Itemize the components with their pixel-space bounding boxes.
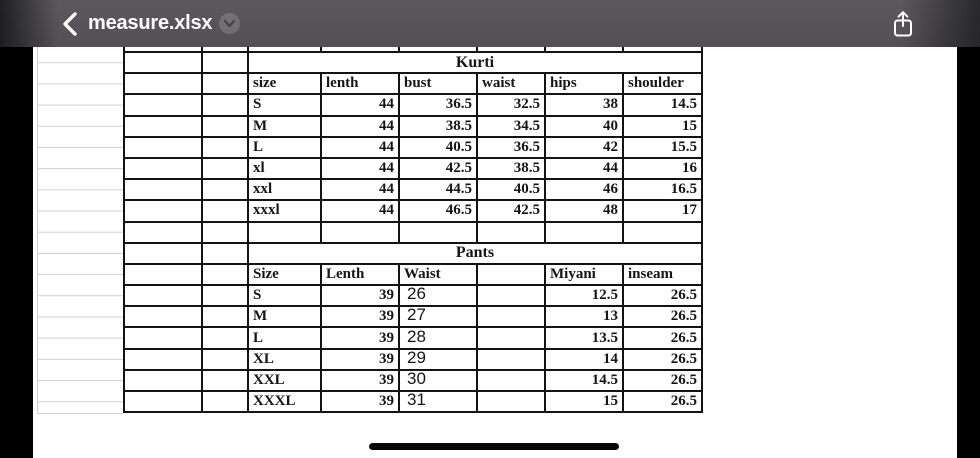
cell: xxxl — [249, 201, 322, 222]
cell: 28 — [400, 328, 478, 349]
cell — [478, 371, 546, 392]
title-menu-button[interactable] — [219, 13, 240, 34]
column-header: Size — [249, 265, 322, 286]
table-row — [125, 117, 703, 138]
column-header: shoulder — [624, 74, 703, 95]
document-page — [33, 47, 957, 458]
cell: 40 — [546, 117, 624, 138]
column-header: Lenth — [322, 265, 400, 286]
cell — [125, 244, 203, 265]
cell: 44.5 — [400, 180, 478, 201]
table-row — [125, 138, 703, 159]
cell: 26.5 — [624, 328, 703, 349]
cell: 39 — [322, 392, 400, 413]
cell: M — [249, 117, 322, 138]
cell: 39 — [322, 328, 400, 349]
spreadsheet-gridlines — [37, 47, 123, 414]
cell — [478, 223, 546, 244]
cell: 38 — [546, 95, 624, 116]
cell: 34.5 — [478, 117, 546, 138]
column-header: size — [249, 74, 322, 95]
column-header: waist — [478, 74, 546, 95]
home-indicator-handle[interactable] — [369, 443, 619, 450]
cell: L — [249, 138, 322, 159]
cell: 44 — [322, 117, 400, 138]
cell — [125, 286, 203, 307]
cell: 39 — [322, 350, 400, 371]
cell: 40.5 — [478, 180, 546, 201]
cell: 29 — [400, 350, 478, 371]
cell — [546, 223, 624, 244]
cell: 44 — [546, 159, 624, 180]
cell — [203, 159, 249, 180]
table-row — [125, 371, 703, 392]
cell: 42 — [546, 138, 624, 159]
cell — [125, 265, 203, 286]
cell: 44 — [322, 159, 400, 180]
cell: 27 — [400, 307, 478, 328]
cell: 26.5 — [624, 286, 703, 307]
column-header: bust — [400, 74, 478, 95]
chevron-left-icon — [61, 11, 78, 37]
cell: 44 — [322, 138, 400, 159]
cell: 16.5 — [624, 180, 703, 201]
cell — [478, 286, 546, 307]
cell — [203, 180, 249, 201]
cell: 38.5 — [400, 117, 478, 138]
cell — [203, 117, 249, 138]
cell: 39 — [322, 371, 400, 392]
table-row — [125, 95, 703, 116]
cell: 36.5 — [400, 95, 478, 116]
cell — [203, 223, 249, 244]
cell: 38.5 — [478, 159, 546, 180]
cell — [125, 201, 203, 222]
cell: 44 — [322, 180, 400, 201]
cell: 44 — [322, 201, 400, 222]
table-row — [125, 180, 703, 201]
table-row — [125, 159, 703, 180]
cell: 40.5 — [400, 138, 478, 159]
cell: 39 — [322, 307, 400, 328]
cell: xl — [249, 159, 322, 180]
table-row — [125, 286, 703, 307]
table-row — [125, 307, 703, 328]
pants-header-row — [125, 265, 703, 286]
cell: 44 — [322, 95, 400, 116]
column-header: Waist — [400, 265, 478, 286]
cell — [125, 180, 203, 201]
cell — [203, 307, 249, 328]
table-row — [125, 350, 703, 371]
column-header: lenth — [322, 74, 400, 95]
cell: 14 — [546, 350, 624, 371]
cell: 15 — [546, 392, 624, 413]
cell — [125, 328, 203, 349]
cell: M — [249, 307, 322, 328]
cell: 26.5 — [624, 392, 703, 413]
cell: 26.5 — [624, 307, 703, 328]
cell: 14.5 — [546, 371, 624, 392]
cell: 26.5 — [624, 371, 703, 392]
cell: 46.5 — [400, 201, 478, 222]
cell — [203, 392, 249, 413]
cell: 32.5 — [478, 95, 546, 116]
cell: 46 — [546, 180, 624, 201]
cell: S — [249, 286, 322, 307]
cell: 48 — [546, 201, 624, 222]
column-header: hips — [546, 74, 624, 95]
cell — [203, 201, 249, 222]
cell: 13.5 — [546, 328, 624, 349]
cell — [203, 371, 249, 392]
cell: 42.5 — [400, 159, 478, 180]
cell — [203, 328, 249, 349]
cell — [125, 307, 203, 328]
cell: XXXL — [249, 392, 322, 413]
cell: 39 — [322, 286, 400, 307]
share-button[interactable] — [888, 8, 918, 41]
cell — [125, 53, 203, 74]
cell — [478, 328, 546, 349]
cell — [125, 350, 203, 371]
cell — [400, 223, 478, 244]
table-row — [125, 201, 703, 222]
cell: 12.5 — [546, 286, 624, 307]
cell — [478, 350, 546, 371]
chevron-down-icon — [223, 19, 236, 28]
cell — [125, 392, 203, 413]
title-bar — [0, 0, 980, 47]
cell — [478, 392, 546, 413]
cell — [125, 223, 203, 244]
table-title-row — [125, 244, 703, 265]
cell: 36.5 — [478, 138, 546, 159]
spacer-row — [125, 223, 703, 244]
pants-table-title: Pants — [249, 244, 703, 265]
spreadsheet-table — [123, 47, 703, 413]
cell — [203, 53, 249, 74]
cell — [125, 138, 203, 159]
cell — [203, 74, 249, 95]
cell — [203, 138, 249, 159]
cell — [203, 95, 249, 116]
cell — [203, 286, 249, 307]
cell: 13 — [546, 307, 624, 328]
cell: S — [249, 95, 322, 116]
cell: XL — [249, 350, 322, 371]
cell — [125, 159, 203, 180]
cell: 26.5 — [624, 350, 703, 371]
table-row — [125, 392, 703, 413]
cell: 15.5 — [624, 138, 703, 159]
cell — [249, 223, 322, 244]
cell — [125, 371, 203, 392]
cell: 14.5 — [624, 95, 703, 116]
column-header: inseam — [624, 265, 703, 286]
cell — [125, 74, 203, 95]
kurti-header-row — [125, 74, 703, 95]
cell — [322, 223, 400, 244]
table-row — [125, 328, 703, 349]
table-title-row — [125, 53, 703, 74]
kurti-table-title: Kurti — [249, 53, 703, 74]
cell: xxl — [249, 180, 322, 201]
cell — [125, 117, 203, 138]
cell — [125, 95, 203, 116]
cell: 16 — [624, 159, 703, 180]
cell: 30 — [400, 371, 478, 392]
cell: XXL — [249, 371, 322, 392]
cell: 42.5 — [478, 201, 546, 222]
column-header: Miyani — [546, 265, 624, 286]
cell: L — [249, 328, 322, 349]
cell — [478, 307, 546, 328]
share-icon — [891, 10, 915, 40]
back-button[interactable] — [58, 10, 80, 38]
cell: 26 — [400, 286, 478, 307]
cell — [624, 223, 703, 244]
cell — [203, 350, 249, 371]
cell — [203, 265, 249, 286]
cell: 15 — [624, 117, 703, 138]
document-title: measure.xlsx — [88, 12, 213, 34]
cell: 17 — [624, 201, 703, 222]
cell — [203, 244, 249, 265]
cell: 31 — [400, 392, 478, 413]
column-header — [478, 265, 546, 286]
